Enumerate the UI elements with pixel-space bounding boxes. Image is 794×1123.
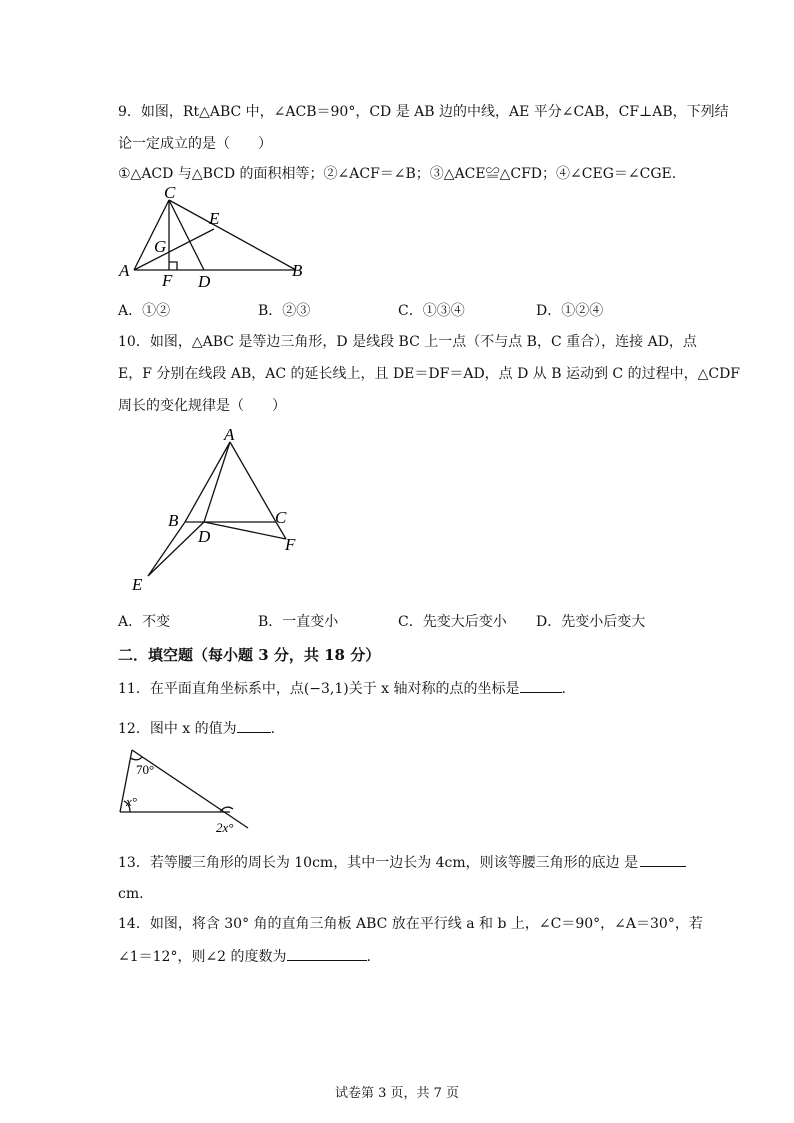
page-footer: 试卷第 3 页，共 7 页: [334, 1086, 460, 1101]
q13-stem-line2: cm.: [118, 886, 144, 902]
q9-option-a[interactable]: A．①②: [118, 303, 171, 319]
q14-stem-line1: 14．如图，将含 30° 角的直角三角板 ABC 放在平行线 a 和 b 上，∠C＝90°，∠A＝30°，若: [118, 916, 703, 932]
q13-stem-line1: [118, 852, 686, 873]
q12-figure: [116, 746, 256, 838]
q10-option-a[interactable]: A．不变: [118, 614, 171, 630]
q14-stem-line2: [118, 946, 371, 967]
q10-option-d[interactable]: D．先变小后变大: [536, 614, 646, 630]
q10-figure: [128, 424, 318, 594]
q13-answer-blank[interactable]: [640, 852, 686, 867]
q9-stem-line2: 论一定成立的是（ ）: [118, 136, 272, 152]
q10-stem-line2: E，F 分别在线段 AB，AC 的延长线上，且 DE＝DF＝AD，点 D 从 B 运动到 C 的过程中，△CDF: [118, 366, 741, 382]
q9-label-B: B: [292, 261, 303, 280]
q12-label-x: x°: [126, 794, 137, 809]
section-heading-fill-in: 二．填空题（每小题 3 分，共 18 分）: [118, 646, 381, 664]
q11-end: .: [561, 681, 566, 697]
q13-text: 13．若等腰三角形的周长为 10cm，其中一边长为 4cm，则该等腰三角形的底边 是: [118, 855, 639, 871]
q14-end: .: [366, 949, 371, 965]
q12-end: .: [270, 721, 276, 737]
q9-label-D: D: [198, 272, 211, 291]
q12-label-70: 70°: [136, 762, 155, 777]
q9-label-A: A: [119, 261, 130, 280]
q10-option-b[interactable]: B．一直变小: [258, 614, 339, 630]
q9-label-G: G: [154, 237, 167, 256]
q9-label-C: C: [164, 183, 176, 202]
q14-answer-blank[interactable]: [287, 946, 367, 961]
q11-answer-blank[interactable]: [520, 678, 562, 693]
q10-label-C: C: [275, 508, 287, 527]
q12-text: 12．图中 x 的值为: [118, 721, 237, 737]
q9-stem-line1: 9．如图，Rt△ABC 中，∠ACB＝90°，CD 是 AB 边的中线，AE 平分∠CAB，CF⊥AB，下列结: [118, 104, 729, 120]
q12-answer-blank[interactable]: [237, 718, 271, 733]
q12-stem: [118, 718, 275, 739]
q11-text: 11．在平面直角坐标系中，点(−3,1)关于 x 轴对称的点的坐标是: [118, 681, 520, 697]
q9-option-b[interactable]: B．②③: [258, 303, 311, 319]
q9-label-E: E: [209, 209, 220, 228]
q10-stem-line3: 周长的变化规律是（ ）: [118, 398, 286, 414]
q10-stem-line1: 10．如图，△ABC 是等边三角形，D 是线段 BC 上一点（不与点 B，C 重合），连接 AD，点: [118, 334, 697, 350]
q14-text: ∠1＝12°，则∠2 的度数为: [118, 949, 287, 965]
q10-label-D: D: [198, 527, 211, 546]
q10-label-A: A: [224, 425, 235, 444]
q11-stem: [118, 678, 566, 699]
q9-label-F: F: [162, 271, 173, 290]
q9-option-d[interactable]: D．①②④: [536, 303, 604, 319]
q9-figure: [110, 183, 320, 291]
q10-label-F: F: [285, 535, 296, 554]
q12-label-2x: 2x°: [216, 820, 234, 835]
q9-statements: ①△ACD 与△BCD 的面积相等；②∠ACF＝∠B；③△ACE≌△CFD；④∠CEG＝∠CGE.: [118, 166, 677, 182]
q10-label-B: B: [168, 511, 179, 530]
q10-label-E: E: [132, 575, 143, 594]
q9-option-c[interactable]: C．①③④: [398, 303, 465, 319]
q10-option-c[interactable]: C．先变大后变小: [398, 614, 507, 630]
